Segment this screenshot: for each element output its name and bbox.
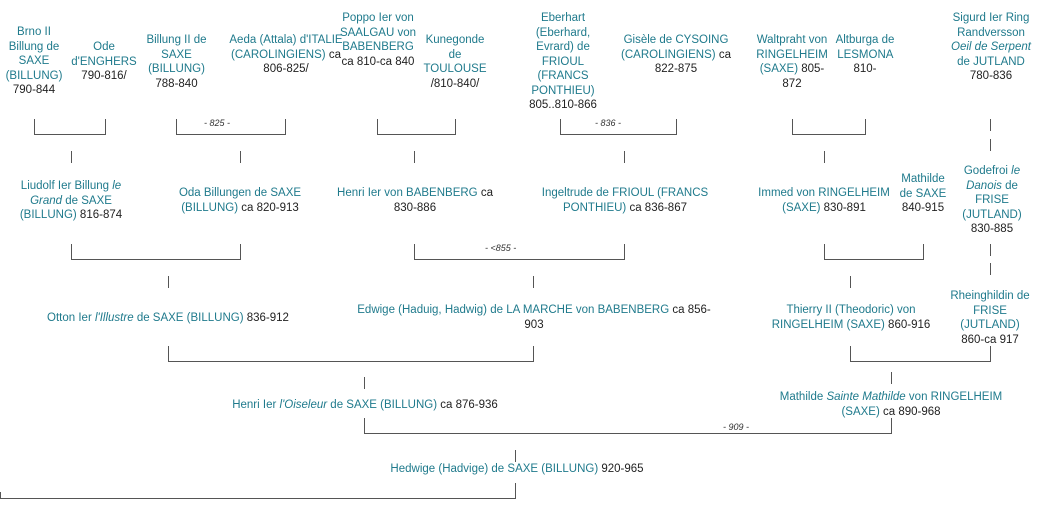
person-name-suffix: de SAXE (BILLUNG)	[136, 312, 244, 324]
couple-line	[792, 134, 866, 135]
couple-line	[168, 361, 534, 362]
person-name-suffix: de SAXE (BILLUNG)	[330, 399, 438, 411]
person-nickname: l'Illustre	[94, 312, 134, 324]
person-immed[interactable]	[752, 186, 896, 215]
person-dates: 805..810-866	[529, 99, 597, 111]
person-billung2[interactable]	[143, 33, 210, 91]
descent-line	[891, 372, 892, 384]
couple-tick	[377, 119, 378, 134]
descent-line	[240, 151, 241, 163]
couple-tick	[455, 119, 456, 134]
person-hedwige[interactable]	[372, 462, 662, 477]
person-dates: 830-891	[823, 201, 866, 214]
person-name: Otton Ier	[47, 312, 92, 324]
person-dates: 810-	[853, 63, 877, 75]
person-dates: 830-885	[970, 223, 1014, 235]
person-name: Rheinghildin de FRISE (JUTLAND)	[950, 290, 1030, 331]
person-name: Mathilde	[779, 391, 824, 403]
descent-line	[515, 450, 516, 462]
person-dates: ca 822-875	[654, 48, 731, 75]
person-dates: 805-872	[782, 63, 825, 90]
person-name: Godefroi	[963, 165, 1008, 177]
person-dates: ca 830-886	[393, 187, 493, 214]
couple-tick	[105, 119, 106, 134]
person-name: Hedwige (Hadvige) de SAXE (BILLUNG)	[390, 463, 599, 475]
person-name: Immed von RINGELHEIM (SAXE)	[758, 187, 890, 214]
couple-line	[414, 259, 625, 260]
couple-tick	[824, 244, 825, 259]
couple-tick	[285, 119, 286, 134]
person-name: Thierry II (Theodoric) von RINGELHEIM (SAXE)	[771, 304, 916, 331]
couple-line	[824, 259, 924, 260]
person-dates: 840-915	[901, 202, 945, 214]
descent-line	[364, 377, 365, 389]
person-dates: ca 856-903	[524, 304, 711, 331]
person-dates: ca 806-825/	[263, 48, 341, 75]
person-name-suffix: von RINGELHEIM (SAXE)	[841, 391, 1003, 418]
person-name: Gisèle de CYSOING (CAROLINGIENS)	[621, 34, 729, 61]
descent-line	[990, 119, 991, 131]
person-sigurd[interactable]	[950, 11, 1032, 84]
descent-line	[990, 244, 991, 256]
person-name: Billung II de SAXE (BILLUNG)	[146, 34, 207, 75]
person-dates: 790-844	[12, 84, 56, 96]
person-dates: ca 890-968	[883, 405, 941, 418]
couple-tick	[168, 346, 169, 361]
person-name: Aeda (Attala) d'ITALIE (CAROLINGIENS)	[229, 34, 343, 61]
couple-tick	[364, 418, 365, 433]
person-name: Oda Billungen de SAXE (BILLUNG)	[178, 187, 302, 214]
person-dates: ca 836-867	[629, 201, 687, 214]
person-eberhart[interactable]	[520, 11, 606, 113]
person-name: Edwige (Haduig, Hadwig) de LA MARCHE von BABENBERG	[357, 304, 670, 316]
person-edwige[interactable]	[356, 303, 712, 332]
person-name: Ingeltrude de FRIOUL (FRANCS PONTHIEU)	[541, 187, 709, 214]
couple-line	[0, 498, 516, 499]
couple-tick	[176, 119, 177, 134]
couple-tick	[71, 244, 72, 259]
couple-tick	[560, 119, 561, 134]
person-otton[interactable]	[36, 311, 300, 326]
person-henri-oiseleur[interactable]	[214, 398, 516, 413]
couple-line	[34, 134, 106, 135]
marriage-date: - 909 -	[720, 422, 752, 432]
person-name: Poppo Ier von SAALGAU von BABENBERG	[339, 12, 417, 53]
person-dates: /810-840/	[430, 77, 480, 90]
person-altburga[interactable]	[832, 33, 898, 77]
person-mathilde-saxe[interactable]	[896, 172, 950, 216]
person-dates: ca 820-913	[241, 201, 299, 214]
person-dates: ca 876-936	[440, 399, 498, 411]
marriage-date: - <855 -	[482, 243, 519, 253]
person-mathilde-sainte[interactable]	[766, 390, 1016, 419]
person-gisele[interactable]	[620, 33, 732, 77]
person-name: Sigurd Ier Ring Randversson	[952, 12, 1030, 39]
person-dates: 790-816/	[81, 70, 127, 82]
descent-line	[533, 276, 534, 288]
descent-line	[824, 151, 825, 163]
person-nickname: Oeil de Serpent	[951, 41, 1031, 53]
person-nickname: le Grand	[30, 180, 122, 207]
person-dates: 816-874	[79, 209, 123, 221]
person-nickname: l'Oiseleur	[279, 399, 328, 411]
couple-line	[364, 433, 892, 434]
couple-tick	[990, 346, 991, 361]
person-name-suffix: de FRISE (JUTLAND)	[962, 179, 1022, 221]
person-oda[interactable]	[168, 186, 312, 215]
person-henri-babenberg[interactable]	[334, 186, 496, 215]
couple-tick	[891, 418, 892, 433]
person-name: Brno II Billung de SAXE (BILLUNG)	[5, 26, 63, 82]
descent-line	[71, 151, 72, 163]
person-dates: ca 810-ca 840	[341, 55, 415, 68]
couple-tick	[923, 244, 924, 259]
descent-line	[990, 139, 991, 151]
person-dates: 780-836	[969, 70, 1013, 82]
person-name: Waltpraht von RINGELHEIM (SAXE)	[756, 34, 828, 75]
couple-line	[850, 361, 991, 362]
person-waltpraht[interactable]	[752, 33, 832, 91]
person-brno[interactable]	[2, 25, 66, 98]
person-kunegonde[interactable]	[418, 33, 492, 91]
couple-tick	[676, 119, 677, 134]
descent-line	[990, 263, 991, 275]
person-name: Henri Ier	[232, 399, 277, 411]
marriage-date: - 825 -	[201, 118, 233, 128]
person-name: Kunegonde de TOULOUSE	[423, 34, 487, 75]
couple-tick	[865, 119, 866, 134]
couple-tick	[414, 244, 415, 259]
person-dates: 920-965	[601, 463, 644, 475]
person-dates: 836-912	[246, 312, 289, 324]
couple-tick	[850, 346, 851, 361]
person-name: Altburga de LESMONA	[835, 34, 895, 61]
person-poppo[interactable]	[338, 11, 418, 69]
descent-line	[624, 151, 625, 163]
couple-line	[560, 134, 677, 135]
couple-tick	[0, 492, 1, 498]
person-ingeltrude[interactable]	[526, 186, 724, 215]
person-name: Liudolf Ier Billung	[20, 180, 110, 192]
person-nickname: Sainte Mathilde	[826, 391, 906, 403]
person-name-suffix: de SAXE (BILLUNG)	[19, 194, 112, 221]
person-liudolf[interactable]	[6, 179, 136, 223]
couple-tick	[792, 119, 793, 134]
couple-line	[176, 134, 286, 135]
couple-tick	[515, 483, 516, 498]
descent-line	[168, 276, 169, 288]
person-dates: 788-840	[155, 77, 198, 90]
person-name: Eberhart (Eberhard, Evrard) de FRIOUL (FRANCS PONTHIEU)	[531, 12, 595, 97]
couple-tick	[240, 244, 241, 259]
person-aeda[interactable]	[228, 33, 344, 77]
person-dates: 860-916	[888, 318, 931, 331]
marriage-date: - 836 -	[592, 118, 624, 128]
person-name: Ode d'ENGHERS	[71, 41, 137, 68]
person-name: Mathilde de SAXE	[899, 173, 947, 200]
couple-tick	[34, 119, 35, 134]
person-name-suffix: de JUTLAND	[957, 55, 1025, 68]
couple-tick	[624, 244, 625, 259]
person-nickname: le Danois	[966, 165, 1021, 192]
person-ode[interactable]	[66, 40, 142, 84]
descent-line	[414, 151, 415, 163]
person-rheinghild[interactable]	[950, 289, 1030, 347]
person-dates: 860-ca 917	[961, 333, 1019, 346]
descent-line	[850, 276, 851, 288]
couple-tick	[533, 346, 534, 361]
person-name: Henri Ier von BABENBERG	[337, 187, 478, 199]
couple-line	[377, 134, 456, 135]
person-godefroi[interactable]	[952, 164, 1032, 237]
person-thierry[interactable]	[764, 303, 938, 332]
couple-line	[71, 259, 241, 260]
